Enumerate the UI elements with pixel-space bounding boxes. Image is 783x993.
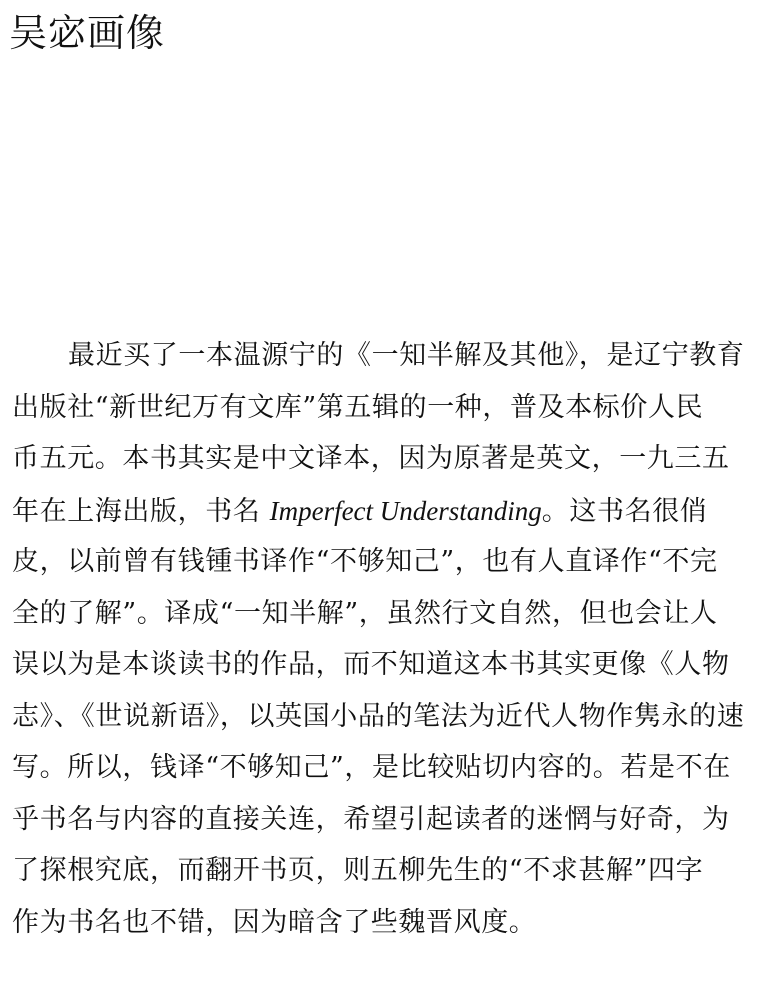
text-line: 皮，以前曾有钱锺书译作“不够知己”，也有人直译作“不完	[12, 546, 718, 577]
text-line: 全的了解”。译成“一知半解”，虽然行文自然，但也会让人	[12, 597, 718, 629]
text-segment: 年在上海出版，书名	[12, 495, 261, 527]
text-line: 误以为是本谈读书的作品，而不知道这本书其实更像《人物	[12, 649, 730, 680]
text-line: 了探根究底，而翻开书页，则五柳先生的“不求甚解”四字	[12, 855, 704, 886]
text-line: 志》、《世说新语》，以英国小品的笔法为近代人物作隽永的速	[12, 700, 745, 732]
text-line: 最近买了一本温源宁的《一知半解及其他》，是辽宁教育	[68, 340, 745, 371]
text-line: 币五元。本书其实是中文译本，因为原著是英文，一九三五	[12, 443, 730, 474]
body-paragraph	[12, 336, 770, 954]
text-line: 写。所以，钱译“不够知己”，是比较贴切内容的。若是不在	[12, 752, 731, 783]
text-line	[12, 491, 770, 543]
page-title: 吴宓画像	[9, 11, 166, 55]
english-book-title: Imperfect Understanding	[269, 495, 542, 526]
text-segment: 。这书名很俏	[541, 495, 708, 527]
text-line: 乎书名与内容的直接关连，希望引起读者的迷惘与好奇，为	[12, 803, 730, 835]
text-line: 出版社“新世纪万有文库”第五辑的一种，普及本标价人民	[12, 391, 704, 423]
text-line: 作为书名也不错，因为暗含了些魏晋风度。	[12, 906, 537, 938]
